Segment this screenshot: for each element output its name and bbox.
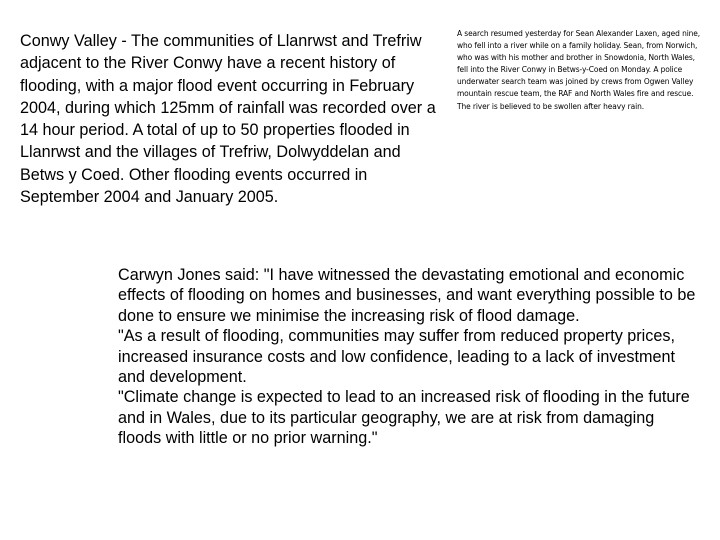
quote-paragraph: "Climate change is expected to lead to an increased risk of flooding in the future and in Wales, due to its particular geography, we are at risk from damaging floods with little or no prior warning.": [118, 388, 690, 448]
conwy-valley-paragraph: Conwy Valley - The communities of Llanrwst and Trefriw adjacent to the River Conwy have a recent history of flooding, with a major flood event occurring in February 2004, during which 125mm of rainfall was recorded over a 14 hour period. A total of up to 50 properties flooded in Llanrwst and the villages of Trefriw, Dolwyddelan and Betws y Coed. Other flooding events occurred in September 2004 and January 2005.: [20, 32, 436, 207]
carwyn-jones-quote: [118, 265, 698, 449]
news-excerpt-paragraph: The river is believed to be swollen after heavy rain.: [457, 100, 644, 111]
news-excerpt: [457, 27, 707, 112]
news-excerpt-paragraph: A search resumed yesterday for Sean Alexander Laxen, aged nine, who fell into a river while on a family holiday. Sean, from Norwich, who was with his mother and brother in Snowdonia, North Wales, fell into the River Conwy in Betws-y-Coed on Monday. A police underwater search team was joined by crews from Ogwen Valley mountain rescue team, the RAF and North Wales fire and rescue.: [457, 28, 701, 99]
quote-paragraph: "As a result of flooding, communities may suffer from reduced property prices, increased insurance costs and low confidence, leading to a lack of investment and development.: [118, 327, 675, 387]
quote-paragraph: Carwyn Jones said: "I have witnessed the devastating emotional and economic effects of flooding on homes and businesses, and want everything possible to be done to ensure we minimise the increasing risk of flood damage.: [118, 266, 696, 325]
conwy-valley-flooding-text: [20, 30, 440, 208]
